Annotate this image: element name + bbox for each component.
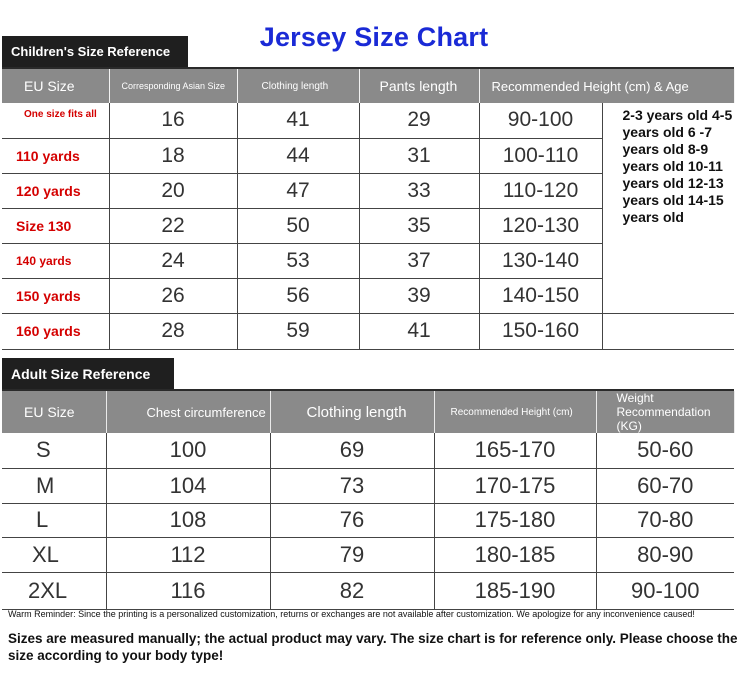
row-label: One size fits all xyxy=(2,103,109,138)
table-row xyxy=(2,433,734,468)
cell-clothing-length: 44 xyxy=(237,138,359,173)
cell-size: XL xyxy=(2,537,106,572)
cell-height: 90-100 xyxy=(479,103,602,138)
cell-height: 120-130 xyxy=(479,208,602,243)
cell-height: 180-185 xyxy=(434,537,596,572)
table-row xyxy=(2,572,734,609)
children-size-table xyxy=(2,69,735,350)
cell-height: 175-180 xyxy=(434,503,596,537)
table-row xyxy=(2,103,734,138)
cell-length: 73 xyxy=(270,468,434,503)
cell-pants-length: 41 xyxy=(359,313,479,349)
cell-height: 150-160 xyxy=(479,313,602,349)
cell-height: 165-170 xyxy=(434,433,596,468)
cell-length: 82 xyxy=(270,572,434,609)
cell-pants-length: 31 xyxy=(359,138,479,173)
cell-height: 185-190 xyxy=(434,572,596,609)
cell-asian-size: 20 xyxy=(109,173,237,208)
cell-length: 79 xyxy=(270,537,434,572)
cell-length: 76 xyxy=(270,503,434,537)
adult-section-label: Adult Size Reference xyxy=(2,358,174,390)
cell-chest: 112 xyxy=(106,537,270,572)
row-label: 120 yards xyxy=(2,173,109,208)
col-header-eu-size: EU Size xyxy=(2,69,109,103)
cell-chest: 116 xyxy=(106,572,270,609)
cell-weight: 70-80 xyxy=(596,503,734,537)
col-header-clothing-length: Clothing length xyxy=(270,391,434,433)
cell-clothing-length: 53 xyxy=(237,243,359,278)
cell-clothing-length: 59 xyxy=(237,313,359,349)
measurement-note: Sizes are measured manually; the actual product may vary. The size chart is for reference only. Please choose the size according to your body type! xyxy=(8,631,738,663)
empty-cell xyxy=(602,313,734,349)
cell-height: 140-150 xyxy=(479,278,602,313)
row-label: 150 yards xyxy=(2,278,109,313)
page-title: Jersey Size Chart xyxy=(259,22,489,52)
cell-pants-length: 29 xyxy=(359,103,479,138)
adult-size-table xyxy=(2,391,735,610)
cell-length: 69 xyxy=(270,433,434,468)
ages-text: 2-3 years old 4-5 years old 6 -7 years old 8-9 years old 10-11 years old 12-13 years old 14-15 years old xyxy=(602,103,734,313)
cell-asian-size: 22 xyxy=(109,208,237,243)
cell-height: 170-175 xyxy=(434,468,596,503)
cell-chest: 104 xyxy=(106,468,270,503)
table-row xyxy=(2,313,734,349)
cell-pants-length: 39 xyxy=(359,278,479,313)
cell-asian-size: 24 xyxy=(109,243,237,278)
cell-size: S xyxy=(2,433,106,468)
warm-reminder: Warm Reminder: Since the printing is a personalized customization, returns or exchanges are not available after customization. We apologize for any inconvenience caused! xyxy=(8,609,695,619)
cell-weight: 60-70 xyxy=(596,468,734,503)
col-header-weight: Weight Recommendation (KG) xyxy=(596,391,734,433)
children-section-label: Children's Size Reference xyxy=(2,36,188,68)
cell-clothing-length: 47 xyxy=(237,173,359,208)
col-header-height-age: Recommended Height (cm) & Age xyxy=(479,69,734,103)
cell-height: 100-110 xyxy=(479,138,602,173)
table-row xyxy=(2,537,734,572)
cell-weight: 50-60 xyxy=(596,433,734,468)
row-label: 110 yards xyxy=(2,138,109,173)
table-row xyxy=(2,503,734,537)
col-header-chest: Chest circumference xyxy=(106,391,270,433)
children-header-row xyxy=(2,69,734,103)
cell-asian-size: 18 xyxy=(109,138,237,173)
cell-size: 2XL xyxy=(2,572,106,609)
row-label: Size 130 xyxy=(2,208,109,243)
col-header-clothing-length: Clothing length xyxy=(237,69,359,103)
col-header-height: Recommended Height (cm) xyxy=(434,391,596,433)
col-header-pants-length: Pants length xyxy=(359,69,479,103)
cell-weight: 90-100 xyxy=(596,572,734,609)
adult-header-row xyxy=(2,391,734,433)
cell-height: 110-120 xyxy=(479,173,602,208)
cell-chest: 108 xyxy=(106,503,270,537)
row-label: 160 yards xyxy=(2,313,109,349)
cell-pants-length: 37 xyxy=(359,243,479,278)
cell-size: L xyxy=(2,503,106,537)
cell-pants-length: 33 xyxy=(359,173,479,208)
cell-chest: 100 xyxy=(106,433,270,468)
cell-asian-size: 26 xyxy=(109,278,237,313)
cell-clothing-length: 41 xyxy=(237,103,359,138)
cell-size: M xyxy=(2,468,106,503)
cell-asian-size: 16 xyxy=(109,103,237,138)
cell-asian-size: 28 xyxy=(109,313,237,349)
cell-clothing-length: 50 xyxy=(237,208,359,243)
col-header-asian-size: Corresponding Asian Size xyxy=(109,69,237,103)
row-label: 140 yards xyxy=(2,243,109,278)
cell-height: 130-140 xyxy=(479,243,602,278)
col-header-eu-size: EU Size xyxy=(2,391,106,433)
cell-pants-length: 35 xyxy=(359,208,479,243)
cell-clothing-length: 56 xyxy=(237,278,359,313)
cell-weight: 80-90 xyxy=(596,537,734,572)
table-row xyxy=(2,468,734,503)
